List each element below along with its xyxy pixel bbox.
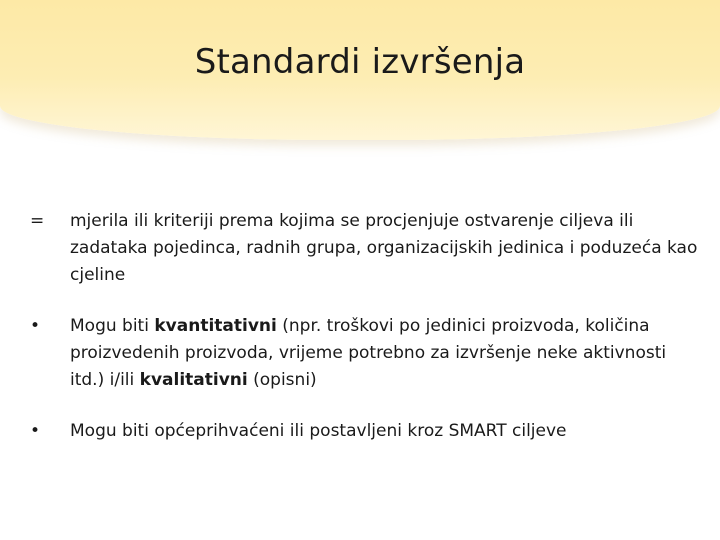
bullet-text-part: (opisni) bbox=[247, 370, 317, 390]
definition-paragraph bbox=[30, 208, 700, 289]
equals-marker: = bbox=[30, 211, 45, 231]
definition-text: mjerila ili kriteriji prema kojima se procjenjuje ostvarenje ciljeva ili zadataka pojedinca, radnih grupa, organizacijskih jedinica i poduzeća kao cjeline bbox=[70, 211, 698, 285]
bullet-bold-term: kvalitativni bbox=[139, 370, 248, 390]
bullet-icon: • bbox=[30, 421, 41, 441]
slide-title: Standardi izvršenja bbox=[194, 42, 526, 82]
bullet-item-types bbox=[30, 313, 700, 394]
bullet-text-part: Mogu biti bbox=[70, 316, 155, 336]
bullet-text-part: (npr. troškovi po jedinici proizvoda, količina proizvedenih proizvoda, vrijeme potrebno za izvršenje neke aktivnosti itd.) i/ili bbox=[70, 316, 667, 390]
bullet-bold-term: kvantitativni bbox=[154, 316, 277, 336]
slide-body bbox=[30, 208, 700, 445]
bullet-item-smart bbox=[30, 418, 700, 445]
bullet-text: Mogu biti općeprihvaćeni ili postavljeni kroz SMART ciljeve bbox=[70, 421, 567, 441]
bullet-icon: • bbox=[30, 316, 41, 336]
